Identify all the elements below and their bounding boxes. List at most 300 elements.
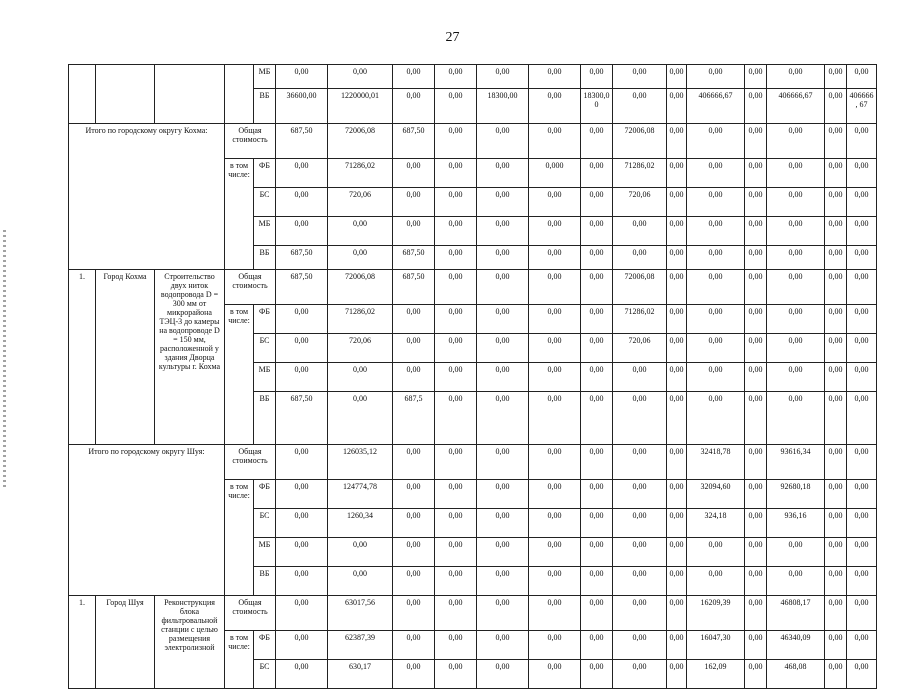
- value-cell: 32418,78: [687, 445, 745, 480]
- value-cell: 0,00: [667, 445, 687, 480]
- value-cell: 0,00: [477, 217, 529, 246]
- value-cell: 0,00: [477, 124, 529, 159]
- value-cell: 0,00: [529, 631, 581, 660]
- project-description: Реконструкция блока фильтровальной станции с целью размещения электролизной: [155, 596, 225, 689]
- value-cell: 687,50: [393, 270, 435, 305]
- value-cell: 720,06: [613, 334, 667, 363]
- value-cell: 0,00: [393, 334, 435, 363]
- value-cell: 0,00: [529, 596, 581, 631]
- value-cell: 0,00: [529, 217, 581, 246]
- value-cell: 46340,09: [767, 631, 825, 660]
- value-cell: 0,00: [435, 270, 477, 305]
- table-row: [69, 270, 877, 305]
- value-cell: 687,50: [276, 246, 328, 270]
- value-cell: 0,00: [276, 217, 328, 246]
- value-cell: 0,00: [847, 188, 877, 217]
- value-cell: 0,00: [687, 305, 745, 334]
- value-cell: 0,00: [745, 445, 767, 480]
- value-cell: 0,00: [767, 305, 825, 334]
- value-cell: 0,00: [435, 509, 477, 538]
- value-cell: 0,00: [529, 660, 581, 689]
- value-cell: 0,00: [435, 217, 477, 246]
- value-cell: 0,00: [581, 124, 613, 159]
- value-cell: 0,00: [276, 480, 328, 509]
- value-cell: 0,00: [328, 538, 393, 567]
- value-cell: 0,00: [328, 363, 393, 392]
- fund-label: ФБ: [254, 631, 276, 660]
- value-cell: 0,00: [276, 363, 328, 392]
- shuya-project-block: [69, 596, 877, 689]
- value-cell: 0,00: [847, 660, 877, 689]
- value-cell: 0,00: [745, 305, 767, 334]
- value-cell: 0,00: [667, 270, 687, 305]
- value-cell: 0,00: [393, 660, 435, 689]
- value-cell: 0,00: [687, 159, 745, 188]
- value-cell: 0,00: [745, 270, 767, 305]
- value-cell: 0,00: [667, 217, 687, 246]
- value-cell: 0,00: [613, 363, 667, 392]
- value-cell: 0,00: [767, 217, 825, 246]
- value-cell: 0,00: [435, 124, 477, 159]
- value-cell: 630,17: [328, 660, 393, 689]
- value-cell: 0,00: [276, 538, 328, 567]
- value-cell: 0,00: [847, 159, 877, 188]
- value-cell: 0,00: [477, 65, 529, 89]
- value-cell: 0,00: [477, 480, 529, 509]
- value-cell: 0,00: [667, 567, 687, 596]
- value-cell: 0,00: [477, 392, 529, 445]
- fund-label: МБ: [254, 363, 276, 392]
- value-cell: 0,00: [767, 124, 825, 159]
- value-cell: 0,00: [667, 660, 687, 689]
- value-cell: 0,00: [667, 596, 687, 631]
- value-cell: 0,00: [613, 538, 667, 567]
- value-cell: 0,00: [745, 480, 767, 509]
- value-cell: 0,00: [435, 660, 477, 689]
- value-cell: 687,50: [276, 124, 328, 159]
- value-cell: 0,00: [581, 596, 613, 631]
- value-cell: 324,18: [687, 509, 745, 538]
- value-cell: 0,00: [529, 270, 581, 305]
- total-cost-label: Общая стоимость: [225, 124, 276, 159]
- value-cell: 687,50: [393, 124, 435, 159]
- value-cell: 0,00: [667, 509, 687, 538]
- value-cell: 0,00: [687, 65, 745, 89]
- cell-empty: [69, 65, 96, 124]
- value-cell: 0,00: [276, 596, 328, 631]
- value-cell: 0,00: [613, 217, 667, 246]
- project-description: Строительство двух ниток водопровода D = 300 мм от микрорайона ТЭЦ-3 до камеры на водопроводе D = 150 мм, расположенной у здания Дворца культуры г. Кохма: [155, 270, 225, 445]
- value-cell: 0,00: [745, 538, 767, 567]
- kokhma-project-block: [69, 270, 877, 445]
- value-cell: 0,00: [847, 65, 877, 89]
- value-cell: 0,00: [393, 631, 435, 660]
- value-cell: 0,00: [529, 509, 581, 538]
- value-cell: 0,00: [328, 217, 393, 246]
- value-cell: 0,00: [745, 596, 767, 631]
- value-cell: 0,00: [328, 392, 393, 445]
- value-cell: 0,00: [328, 567, 393, 596]
- value-cell: 0,00: [393, 596, 435, 631]
- value-cell: 0,00: [825, 334, 847, 363]
- value-cell: 0,00: [435, 480, 477, 509]
- row-number: 1.: [69, 270, 96, 445]
- value-cell: 0,00: [393, 480, 435, 509]
- value-cell: 0,00: [393, 65, 435, 89]
- value-cell: 0,000: [529, 159, 581, 188]
- value-cell: 0,00: [581, 188, 613, 217]
- cell-empty: [96, 65, 155, 124]
- value-cell: 0,00: [847, 480, 877, 509]
- value-cell: 62387,39: [328, 631, 393, 660]
- kokhma-total-block: [69, 124, 877, 270]
- value-cell: 0,00: [847, 392, 877, 445]
- including-label: в том числе:: [225, 159, 254, 270]
- value-cell: 126035,12: [328, 445, 393, 480]
- value-cell: 0,00: [825, 188, 847, 217]
- value-cell: 0,00: [477, 567, 529, 596]
- value-cell: 0,00: [825, 270, 847, 305]
- value-cell: 71286,02: [328, 159, 393, 188]
- value-cell: 0,00: [767, 65, 825, 89]
- value-cell: 0,00: [581, 305, 613, 334]
- value-cell: 0,00: [581, 65, 613, 89]
- value-cell: 16047,30: [687, 631, 745, 660]
- value-cell: 0,00: [825, 246, 847, 270]
- district-total-title: Итого по городскому округу Шуя:: [69, 445, 225, 596]
- value-cell: 0,00: [393, 445, 435, 480]
- value-cell: 0,00: [613, 480, 667, 509]
- value-cell: 0,00: [847, 445, 877, 480]
- value-cell: 0,00: [847, 270, 877, 305]
- value-cell: 0,00: [393, 509, 435, 538]
- value-cell: 0,00: [435, 363, 477, 392]
- value-cell: 0,00: [667, 246, 687, 270]
- fund-label: БС: [254, 509, 276, 538]
- value-cell: 0,00: [745, 509, 767, 538]
- value-cell: 0,00: [745, 392, 767, 445]
- value-cell: 0,00: [825, 392, 847, 445]
- value-cell: 0,00: [276, 660, 328, 689]
- cell-empty: [225, 65, 254, 124]
- value-cell: 0,00: [529, 246, 581, 270]
- value-cell: 0,00: [667, 631, 687, 660]
- value-cell: 0,00: [847, 631, 877, 660]
- fund-label: ФБ: [254, 159, 276, 188]
- value-cell: 0,00: [613, 567, 667, 596]
- fund-label: МБ: [254, 65, 276, 89]
- fund-label: ФБ: [254, 305, 276, 334]
- value-cell: 18300,00: [477, 89, 529, 124]
- value-cell: 0,00: [529, 305, 581, 334]
- value-cell: 0,00: [825, 217, 847, 246]
- value-cell: 0,00: [825, 65, 847, 89]
- value-cell: 0,00: [825, 124, 847, 159]
- value-cell: 0,00: [529, 392, 581, 445]
- value-cell: 0,00: [667, 188, 687, 217]
- value-cell: 1260,34: [328, 509, 393, 538]
- value-cell: 0,00: [847, 363, 877, 392]
- value-cell: 71286,02: [613, 305, 667, 334]
- value-cell: 0,00: [687, 363, 745, 392]
- value-cell: 0,00: [581, 480, 613, 509]
- value-cell: 0,00: [435, 188, 477, 217]
- total-cost-label: Общая стоимость: [225, 596, 276, 631]
- value-cell: 0,00: [613, 509, 667, 538]
- value-cell: 0,00: [581, 217, 613, 246]
- value-cell: 406666,67: [767, 89, 825, 124]
- value-cell: 72006,08: [328, 270, 393, 305]
- value-cell: 0,00: [393, 363, 435, 392]
- value-cell: 0,00: [847, 567, 877, 596]
- value-cell: 0,00: [477, 660, 529, 689]
- value-cell: 92680,18: [767, 480, 825, 509]
- value-cell: 0,00: [767, 246, 825, 270]
- value-cell: 0,00: [767, 392, 825, 445]
- value-cell: 0,00: [477, 159, 529, 188]
- value-cell: 0,00: [529, 89, 581, 124]
- value-cell: 0,00: [767, 188, 825, 217]
- value-cell: 0,00: [276, 631, 328, 660]
- value-cell: 720,06: [328, 188, 393, 217]
- total-cost-label: Общая стоимость: [225, 445, 276, 480]
- value-cell: 0,00: [745, 65, 767, 89]
- value-cell: 0,00: [393, 567, 435, 596]
- value-cell: 0,00: [847, 538, 877, 567]
- fund-label: ВБ: [254, 89, 276, 124]
- value-cell: 72006,08: [613, 270, 667, 305]
- table-row: [69, 596, 877, 631]
- fund-label: МБ: [254, 217, 276, 246]
- value-cell: 0,00: [667, 392, 687, 445]
- value-cell: 0,00: [581, 363, 613, 392]
- value-cell: 0,00: [276, 159, 328, 188]
- value-cell: 0,00: [581, 660, 613, 689]
- value-cell: 0,00: [825, 89, 847, 124]
- value-cell: 0,00: [745, 217, 767, 246]
- value-cell: 720,06: [328, 334, 393, 363]
- value-cell: 0,00: [847, 217, 877, 246]
- value-cell: 0,00: [529, 445, 581, 480]
- value-cell: 0,00: [529, 538, 581, 567]
- value-cell: 0,00: [687, 188, 745, 217]
- value-cell: 0,00: [276, 445, 328, 480]
- value-cell: 0,00: [687, 217, 745, 246]
- fund-label: БС: [254, 660, 276, 689]
- value-cell: 0,00: [435, 65, 477, 89]
- value-cell: 0,00: [613, 392, 667, 445]
- value-cell: 0,00: [847, 509, 877, 538]
- value-cell: 0,00: [529, 334, 581, 363]
- value-cell: 0,00: [477, 188, 529, 217]
- value-cell: 406666,67: [687, 89, 745, 124]
- value-cell: 0,00: [745, 660, 767, 689]
- value-cell: 0,00: [581, 392, 613, 445]
- value-cell: 0,00: [687, 567, 745, 596]
- value-cell: 0,00: [435, 567, 477, 596]
- value-cell: 0,00: [477, 631, 529, 660]
- value-cell: 0,00: [687, 124, 745, 159]
- value-cell: 0,00: [435, 445, 477, 480]
- value-cell: 0,00: [847, 334, 877, 363]
- value-cell: 0,00: [435, 392, 477, 445]
- value-cell: 0,00: [767, 159, 825, 188]
- value-cell: 63017,56: [328, 596, 393, 631]
- value-cell: 0,00: [687, 246, 745, 270]
- value-cell: 0,00: [767, 334, 825, 363]
- value-cell: 0,00: [847, 246, 877, 270]
- fund-label: ВБ: [254, 246, 276, 270]
- page-number: 27: [445, 30, 460, 45]
- value-cell: 124774,78: [328, 480, 393, 509]
- value-cell: 0,00: [613, 660, 667, 689]
- value-cell: 0,00: [825, 159, 847, 188]
- top-continuation: [69, 65, 877, 124]
- value-cell: 0,00: [687, 392, 745, 445]
- row-number: 1.: [69, 596, 96, 689]
- value-cell: 0,00: [767, 363, 825, 392]
- value-cell: 0,00: [745, 159, 767, 188]
- value-cell: 0,00: [276, 305, 328, 334]
- value-cell: 0,00: [435, 334, 477, 363]
- value-cell: 0,00: [276, 65, 328, 89]
- value-cell: 0,00: [613, 596, 667, 631]
- fund-label: БС: [254, 334, 276, 363]
- value-cell: 0,00: [745, 89, 767, 124]
- value-cell: 0,00: [825, 480, 847, 509]
- value-cell: 0,00: [745, 246, 767, 270]
- value-cell: 0,00: [825, 363, 847, 392]
- value-cell: 0,00: [581, 270, 613, 305]
- value-cell: 0,00: [435, 596, 477, 631]
- value-cell: 468,08: [767, 660, 825, 689]
- value-cell: 0,00: [847, 596, 877, 631]
- value-cell: 46808,17: [767, 596, 825, 631]
- fund-label: ВБ: [254, 567, 276, 596]
- value-cell: 93616,34: [767, 445, 825, 480]
- value-cell: 0,00: [581, 159, 613, 188]
- value-cell: 0,00: [477, 445, 529, 480]
- value-cell: 687,50: [393, 246, 435, 270]
- value-cell: 0,00: [767, 567, 825, 596]
- including-label: в том числе:: [225, 480, 254, 596]
- value-cell: 0,00: [667, 159, 687, 188]
- place-name: Город Кохма: [96, 270, 155, 445]
- value-cell: 0,00: [613, 89, 667, 124]
- value-cell: 0,00: [477, 305, 529, 334]
- value-cell: 0,00: [825, 445, 847, 480]
- value-cell: 0,00: [825, 596, 847, 631]
- value-cell: 0,00: [529, 567, 581, 596]
- total-cost-label: Общая стоимость: [225, 270, 276, 305]
- value-cell: 0,00: [435, 305, 477, 334]
- funding-table: [68, 64, 877, 689]
- value-cell: 406666, 67: [847, 89, 877, 124]
- value-cell: 0,00: [393, 538, 435, 567]
- table-row: [69, 65, 877, 89]
- value-cell: 0,00: [276, 509, 328, 538]
- value-cell: 0,00: [687, 538, 745, 567]
- value-cell: 0,00: [477, 246, 529, 270]
- including-label: в том числе:: [225, 631, 254, 689]
- shuya-total-block: [69, 445, 877, 596]
- district-total-title: Итого по городскому округу Кохма:: [69, 124, 225, 270]
- value-cell: 687,50: [276, 392, 328, 445]
- value-cell: 0,00: [613, 631, 667, 660]
- value-cell: 720,06: [613, 188, 667, 217]
- value-cell: 0,00: [529, 363, 581, 392]
- value-cell: 0,00: [477, 334, 529, 363]
- value-cell: 0,00: [745, 631, 767, 660]
- cell-empty: [155, 65, 225, 124]
- value-cell: 32094,60: [687, 480, 745, 509]
- value-cell: 0,00: [477, 363, 529, 392]
- value-cell: 687,50: [276, 270, 328, 305]
- value-cell: 0,00: [435, 246, 477, 270]
- value-cell: 687,5: [393, 392, 435, 445]
- value-cell: 0,00: [393, 305, 435, 334]
- fund-label: МБ: [254, 538, 276, 567]
- value-cell: 0,00: [613, 65, 667, 89]
- value-cell: 0,00: [581, 538, 613, 567]
- value-cell: 0,00: [825, 538, 847, 567]
- value-cell: 0,00: [667, 65, 687, 89]
- value-cell: 0,00: [687, 270, 745, 305]
- value-cell: 936,16: [767, 509, 825, 538]
- fund-label: ФБ: [254, 480, 276, 509]
- including-label: в том числе:: [225, 305, 254, 445]
- value-cell: 0,00: [825, 631, 847, 660]
- value-cell: 16209,39: [687, 596, 745, 631]
- value-cell: 0,00: [667, 89, 687, 124]
- value-cell: 0,00: [435, 159, 477, 188]
- scan-edge-artifact: [3, 230, 6, 490]
- value-cell: 0,00: [529, 188, 581, 217]
- value-cell: 0,00: [581, 509, 613, 538]
- value-cell: 0,00: [581, 631, 613, 660]
- value-cell: 0,00: [477, 270, 529, 305]
- value-cell: 0,00: [529, 124, 581, 159]
- value-cell: 0,00: [435, 89, 477, 124]
- value-cell: 71286,02: [328, 305, 393, 334]
- value-cell: 0,00: [477, 596, 529, 631]
- value-cell: 0,00: [613, 246, 667, 270]
- value-cell: 0,00: [847, 124, 877, 159]
- value-cell: 0,00: [393, 188, 435, 217]
- value-cell: 0,00: [687, 334, 745, 363]
- value-cell: 0,00: [667, 538, 687, 567]
- value-cell: 0,00: [477, 509, 529, 538]
- value-cell: 0,00: [825, 567, 847, 596]
- value-cell: 0,00: [767, 538, 825, 567]
- table-row: [69, 124, 877, 159]
- value-cell: 0,00: [328, 246, 393, 270]
- value-cell: 0,00: [581, 445, 613, 480]
- value-cell: 0,00: [767, 270, 825, 305]
- value-cell: 0,00: [825, 660, 847, 689]
- value-cell: 0,00: [745, 363, 767, 392]
- value-cell: 0,00: [276, 334, 328, 363]
- value-cell: 18300,0 0: [581, 89, 613, 124]
- value-cell: 36600,00: [276, 89, 328, 124]
- value-cell: 0,00: [745, 567, 767, 596]
- value-cell: 0,00: [667, 305, 687, 334]
- value-cell: 0,00: [581, 567, 613, 596]
- value-cell: 71286,02: [613, 159, 667, 188]
- table-row: [69, 445, 877, 480]
- fund-label: БС: [254, 188, 276, 217]
- place-name: Город Шуя: [96, 596, 155, 689]
